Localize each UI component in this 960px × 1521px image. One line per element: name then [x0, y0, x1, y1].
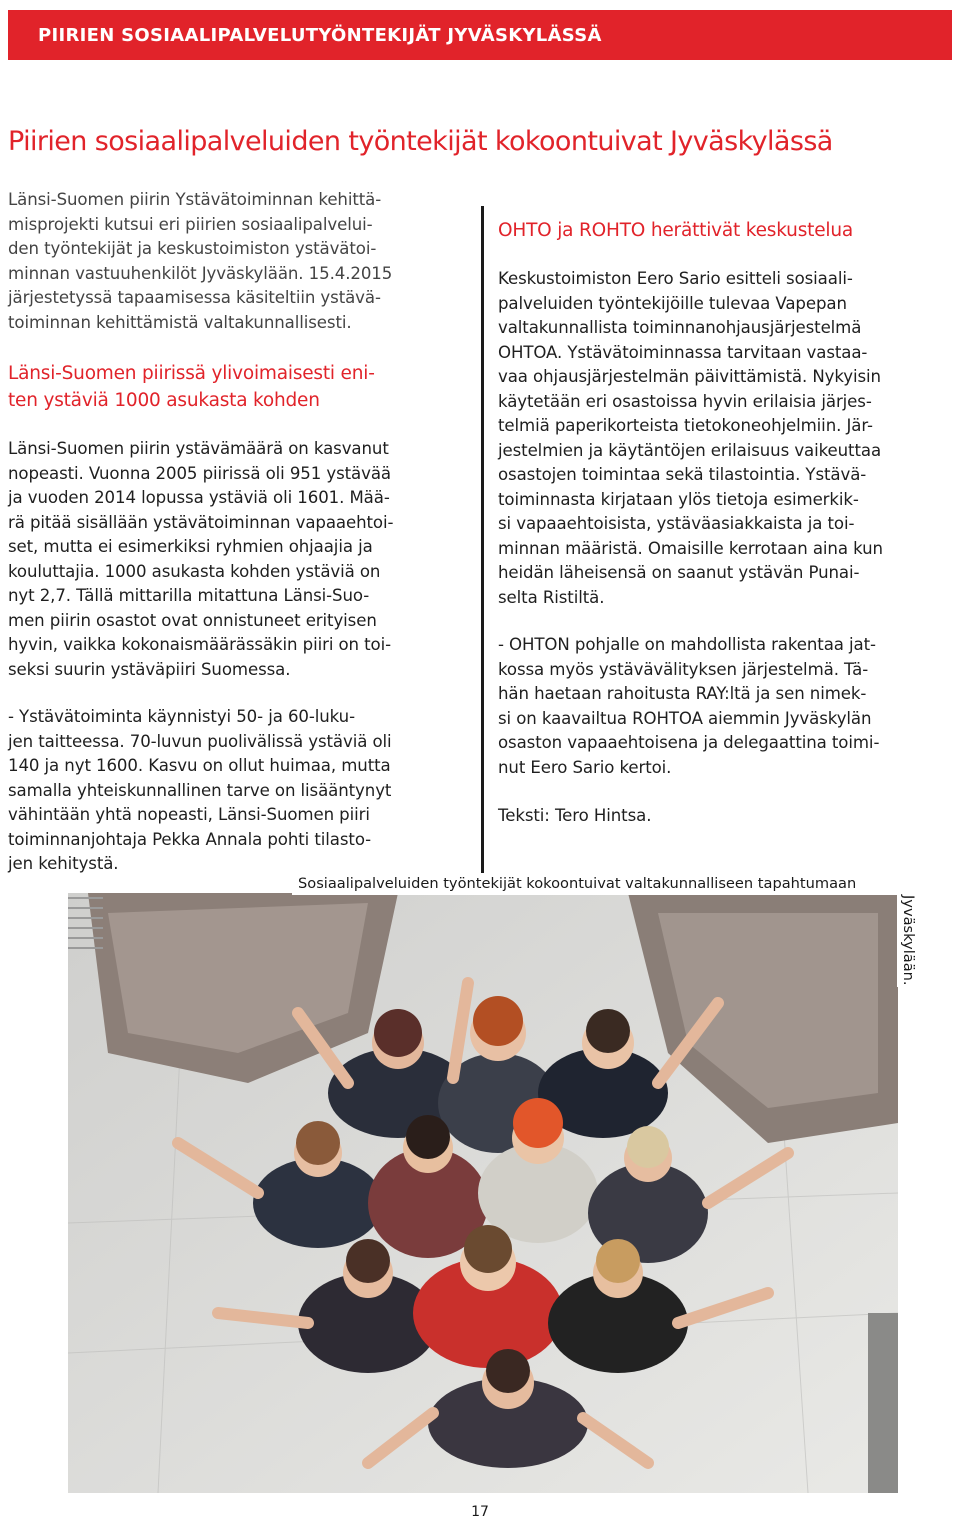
text-line: selta Ristiltä. [498, 587, 605, 607]
text-line: - Ystävätoiminta käynnistyi 50- ja 60-luku- [8, 707, 355, 726]
header-banner-text: PIIRIEN SOSIAALIPALVELUTYÖNTEKIJÄT JYVÄSKYLÄSSÄ [38, 24, 602, 46]
subheading-2: OHTO ja ROHTO herättivät keskustelua [498, 220, 853, 241]
photo-caption-continued [897, 895, 919, 987]
text-line: toiminnan kehittämistä valtakunnallisesti. [8, 312, 352, 332]
text-line: set, mutta ei esimerkiksi ryhmien ohjaajia ja [8, 537, 373, 556]
text-line: järjestetyssä tapaamisessa käsiteltiin ystävä- [8, 288, 381, 307]
text-line: misprojekti kutsui eri piirien sosiaalipalvelui- [8, 214, 373, 234]
text-line: - OHTON pohjalle on mahdollista rakentaa jat- [498, 635, 876, 654]
text-line: jen kehitystä. [8, 854, 119, 873]
text-line: kouluttajia. 1000 asukasta kohden ystäviä on [8, 561, 381, 581]
text-line: Länsi-Suomen piirin Ystävätoiminnan kehittä- [8, 190, 382, 209]
paragraph-1 [8, 437, 470, 682]
text-line: men piirin osastot ovat onnistuneet erityisen [8, 610, 377, 630]
subheading-1 [8, 360, 470, 414]
text-line: telmiä paperikorteista tietokoneohjelmiin. Jär- [498, 416, 873, 435]
text-line: heidän läheisensä on saanut ystävän Punai- [498, 563, 860, 582]
text-line: si vapaaehtoisista, ystäväasiakkaista ja toi- [498, 514, 855, 533]
text-line: samalla yhteiskunnallinen tarve on lisääntynyt [8, 780, 392, 800]
paragraph-2 [8, 705, 470, 877]
byline: Teksti: Tero Hintsa. [498, 806, 652, 825]
group-photo [68, 893, 898, 1493]
intro-paragraph [8, 188, 470, 335]
text-line: minnan vastuuhenkilöt Jyväskylään. 15.4.2015 [8, 263, 393, 283]
text-line: den työntekijät ja keskustoimiston ystävätoi- [8, 239, 377, 258]
text-line: Keskustoimiston Eero Sario esitteli sosiaali- [498, 269, 853, 288]
column-divider [481, 206, 484, 878]
text-line: käytetään eri osastoissa hyvin erilaisia järjes- [498, 391, 872, 411]
text-line: minnan määristä. Omaisille kerrotaan aina kun [498, 538, 883, 558]
text-line: toiminnasta kirjataan ylös tietoja esimerkik- [498, 489, 859, 509]
group-photo-illustration [68, 893, 898, 1493]
text-line: vähintään yhtä nopeasti, Länsi-Suomen piiri [8, 805, 370, 824]
text-line: valtakunnallista toiminnanohjausjärjestelmä [498, 318, 862, 337]
text-line: toiminnanjohtaja Pekka Annala pohti tilasto- [8, 829, 372, 849]
text-line: seksi suurin ystäväpiiri Suomessa. [8, 659, 291, 679]
text-line: rä pitää sisällään ystävätoiminnan vapaaehtoi- [8, 512, 394, 532]
text-line: jen taitteessa. 70-luvun puolivälissä ystäviä oli [8, 731, 392, 751]
text-line: jestelmien ja käytäntöjen erilaisuus vaikeuttaa [498, 440, 882, 460]
text-line: hän haetaan rahoitusta RAY:ltä ja sen nimek- [498, 684, 867, 703]
text-line: nopeasti. Vuonna 2005 piirissä oli 951 ystävää [8, 463, 391, 483]
text-line: osaston vapaaehtoisena ja delegaattina toimi- [498, 733, 880, 752]
text-line: OHTOA. Ystävätoiminnassa tarvitaan vastaa- [498, 342, 868, 362]
text-line: osastojen toimintaa sekä tilastointia. Ystävä- [498, 465, 867, 484]
text-line: Länsi-Suomen piirin ystävämäärä on kasvanut [8, 439, 389, 458]
paragraph-3 [498, 267, 954, 610]
header-banner [8, 10, 952, 60]
text-line: kossa myös ystävävälityksen järjestelmä. Tä- [498, 659, 869, 679]
text-line: 140 ja nyt 1600. Kasvu on ollut huimaa, mutta [8, 756, 391, 775]
page-number: 17 [471, 1504, 489, 1520]
text-line: ja vuoden 2014 lopussa ystäviä oli 1601. Mää- [8, 488, 390, 507]
right-column [498, 217, 954, 829]
text-line: nyt 2,7. Tällä mittarilla mitattuna Länsi-Suo- [8, 586, 370, 605]
text-line: palveluiden työntekijöille tulevaa Vapepan [498, 293, 847, 313]
article-title: Piirien sosiaalipalveluiden työntekijät kokoontuivat Jyväskylässä [8, 126, 833, 157]
photo-caption: Sosiaalipalveluiden työntekijät kokoontuivat valtakunnalliseen tapahtumaan [292, 873, 900, 895]
subheading-line: ten ystäviä 1000 asukasta kohden [8, 390, 320, 411]
photo-caption-continued-text: Jyväskylään. [900, 895, 917, 986]
text-line: vaa ohjausjärjestelmän päivittämistä. Nykyisin [498, 367, 881, 386]
text-line: hyvin, vaikka kokonaismäärässäkin piiri on toi- [8, 635, 392, 654]
subheading-line: Länsi-Suomen piirissä ylivoimaisesti eni- [8, 363, 375, 384]
paragraph-4 [498, 633, 954, 780]
text-line: nut Eero Sario kertoi. [498, 757, 672, 777]
text-line: si on kaavailtua ROHTOA aiemmin Jyväskylän [498, 708, 872, 728]
left-column [8, 188, 470, 877]
